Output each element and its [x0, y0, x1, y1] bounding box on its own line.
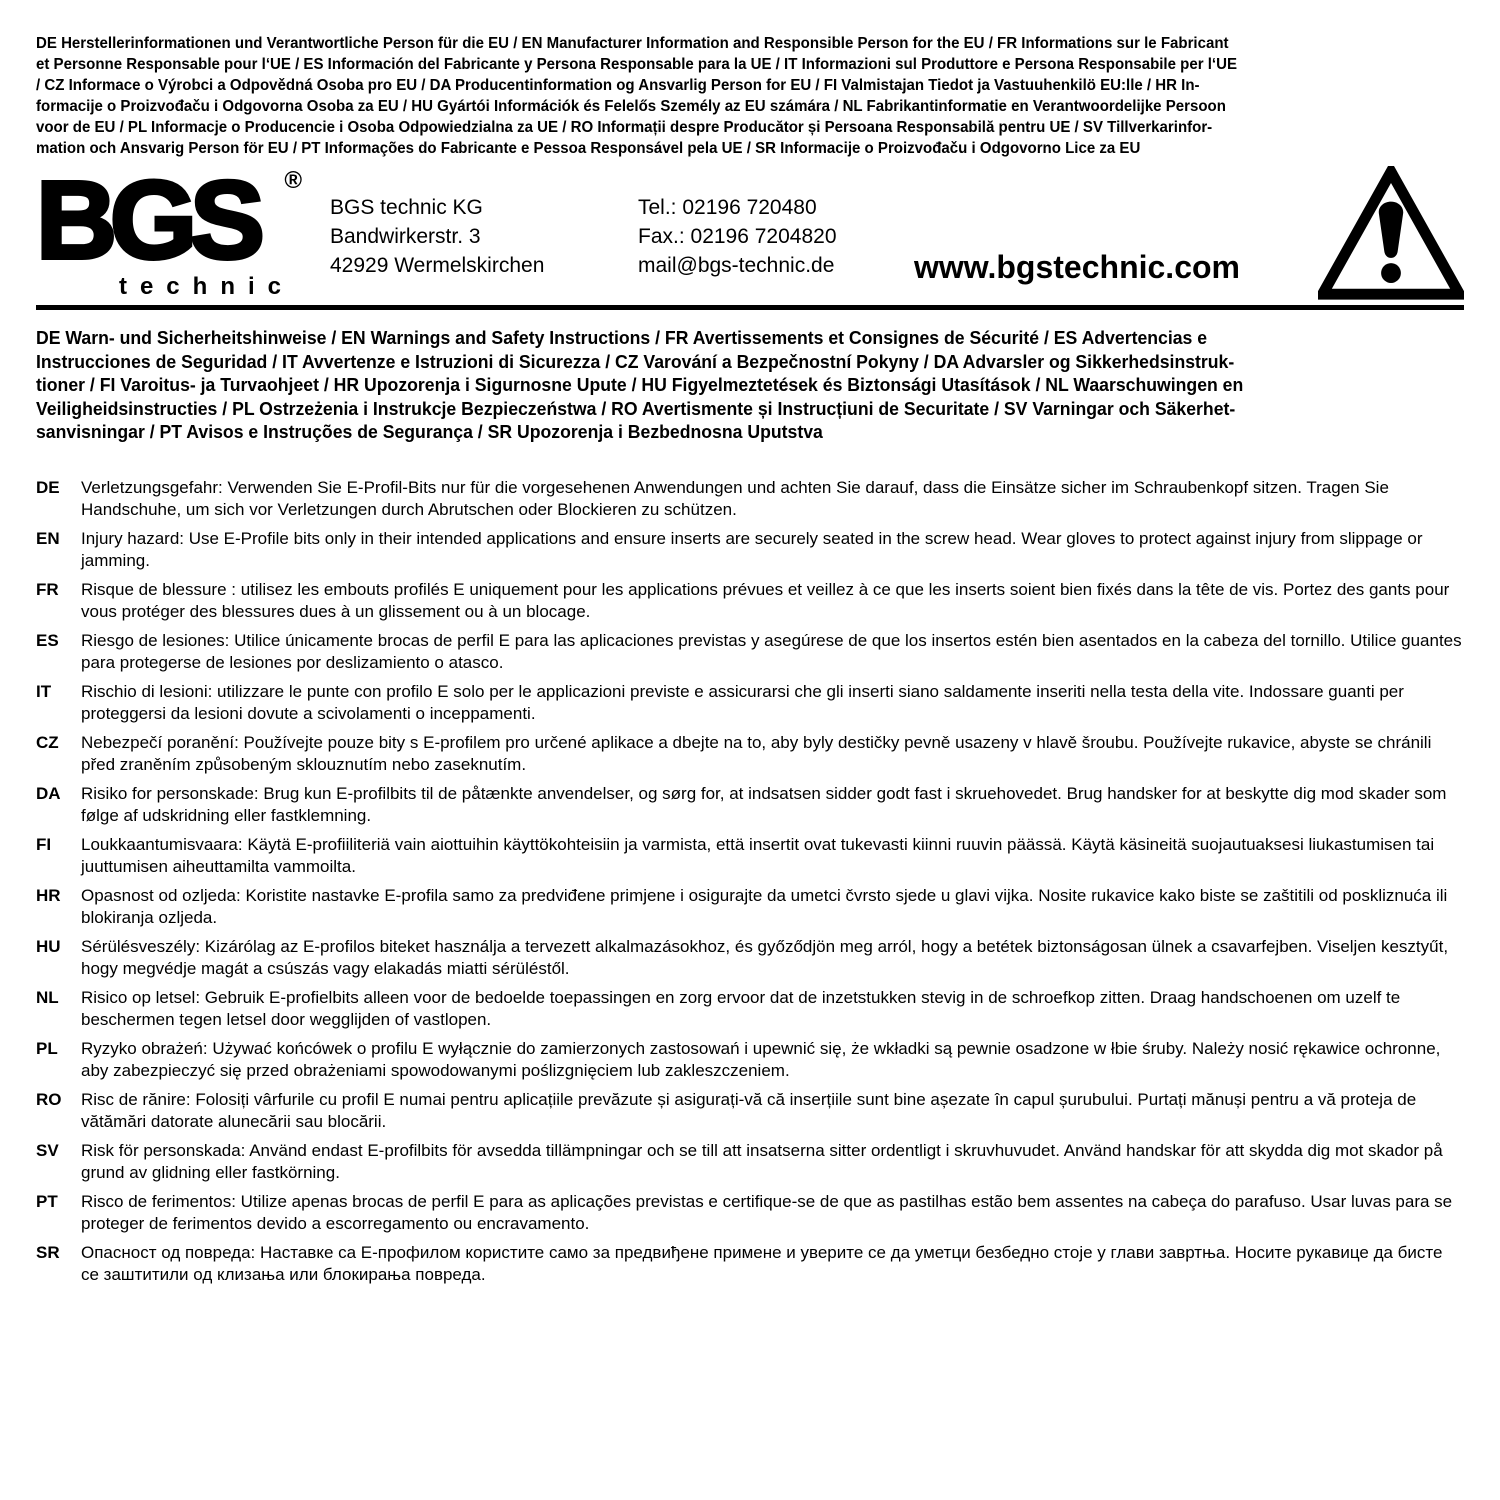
manufacturer-info-header [36, 33, 1464, 159]
header-line: DE Herstellerinformationen und Verantwortliche Person für die EU / EN Manufacturer Information and Responsible Person for the EU / FR Informations sur le Fabricant [36, 35, 1229, 52]
language-code: HR [36, 885, 61, 905]
warning-item [36, 1191, 1464, 1235]
warning-text: Nebezpečí poranění: Používejte pouze bity s E-profilem pro určené aplikace a dbejte na to, aby byly destičky pevně usazeny v hlavě šroubu. Používejte rukavice, abyste se chránili před zraněním způsobeným sklouznutím nebo zaseknutím. [81, 732, 1432, 774]
header-line: sanvisningar / PT Avisos e Instruções de Segurança / SR Upozorenja i Bezbednosna Uputstva [36, 422, 823, 442]
warning-text: Loukkaantumisvaara: Käytä E-profiiliteriä vain aiottuihin käyttökohteisiin ja varmista, että insertit ovat tukevasti kiinni ruuvin päässä. Käytä käsineitä suojautuaksesi liukastumisen tai juuttumisen aiheuttamilta vammoilta. [81, 834, 1435, 876]
company-address [330, 193, 544, 280]
warning-item [36, 477, 1464, 521]
warning-item [36, 1140, 1464, 1184]
warning-item [36, 783, 1464, 827]
header-line: voor de EU / PL Informacje o Producencie i Osoba Odpowiedzialna za UE / RO Informații despre Producător și Persoana Responsabilă pentru UE / SV Tillverkarinfor- [36, 119, 1213, 136]
warning-text: Verletzungsgefahr: Verwenden Sie E-Profil-Bits nur für die vorgesehenen Anwendungen und achten Sie darauf, dass die Einsätze sicher im Schraubenkopf sitzen. Tragen Sie Handschuhe, um sich vor Verletzungen durch Abrutschen oder Blockieren zu schützen. [81, 477, 1389, 519]
header-line: Veiligheidsinstructies / PL Ostrzeżenia i Instrukcje Bezpieczeństwa / RO Avertismente și Instrucțiuni de Securitate / SV Varningar och Säkerhet- [36, 398, 1236, 419]
language-code: DE [36, 477, 60, 497]
warning-item [36, 936, 1464, 980]
bgs-logo-subtext: technic [118, 273, 294, 300]
warning-item [36, 681, 1464, 725]
warning-item [36, 732, 1464, 776]
warning-item [36, 885, 1464, 929]
language-code: PL [36, 1038, 58, 1058]
warning-item [36, 1038, 1464, 1082]
header-line: formacije o Proizvođaču i Odgovorna Osoba za EU / HU Gyártói Információk és Felelős Személy az EU számára / NL Fabrikantinformatie en Verantwoordelijke Persoon [36, 98, 1226, 115]
email-address: mail@bgs-technic.de [638, 254, 835, 277]
warnings-header [36, 327, 1464, 445]
bgs-logo [36, 159, 302, 301]
warning-text: Опасност од повреда: Наставке са Е-профилом користите само за предвиђене примене и уверите се да уметци безбедно стоје у глави завртња. Носите рукавице да бисте се заштитили од клизања или блокирања повреда. [81, 1242, 1443, 1284]
header-line: et Personne Responsable pour l‘UE / ES Información del Fabricante y Persona Responsable para la UE / IT Informazioni sul Produttore e Persona Responsabile per l‘UE [36, 56, 1237, 73]
language-code: NL [36, 987, 59, 1007]
warning-item [36, 1089, 1464, 1133]
warning-text: Risco de ferimentos: Utilize apenas brocas de perfil E para as aplicações previstas e certifique-se de que as pastilhas estão bem assentes na cabeça do parafuso. Usar luvas para se proteger de ferimentos devido a escorregamento ou encravamento. [81, 1191, 1453, 1233]
language-code: PT [36, 1191, 58, 1211]
language-code: FR [36, 579, 59, 599]
warning-text: Injury hazard: Use E-Profile bits only in their intended applications and ensure inserts are securely seated in the screw head. Wear gloves to protect against injury from slippage or jamming. [81, 528, 1423, 570]
warning-text: Risico op letsel: Gebruik E-profielbits alleen voor de bedoelde toepassingen en zorg ervoor dat de inzetstukken stevig in de schroefkop zitten. Draag handschoenen om uzelf te beschermen tegen letsel door wegglijden of vastlopen. [81, 987, 1401, 1029]
bgs-logo-text: BGS [36, 159, 258, 282]
divider [36, 305, 1464, 310]
phone-number: Tel.: 02196 720480 [638, 196, 817, 219]
warning-item [36, 630, 1464, 674]
language-code: ES [36, 630, 59, 650]
warning-text: Risque de blessure : utilisez les embouts profilés E uniquement pour les applications prévues et veillez à ce que les inserts soient bien fixés dans la tête de vis. Portez des gants pour vous protéger des blessures dues à un glissement ou à un blocage. [81, 579, 1450, 621]
warning-item [36, 579, 1464, 623]
language-code: HU [36, 936, 61, 956]
header-line: Instrucciones de Seguridad / IT Avvertenze e Istruzioni di Sicurezza / CZ Varování a Bezpečnostní Pokyny / DA Advarsler og Sikkerhedsinstruk- [36, 351, 1235, 372]
warning-text: Ryzyko obrażeń: Używać końcówek o profilu E wyłącznie do zamierzonych zastosowań i upewnić się, że wkładki są pewnie osadzone w łbie śruby. Należy nosić rękawice ochronne, aby zabezpieczyć się przed obrażeniami spowodowanymi poślizgnięciem lub zakleszczeniem. [81, 1038, 1441, 1080]
warning-triangle-icon [1318, 166, 1464, 300]
language-code: DA [36, 783, 61, 803]
warning-item [36, 1242, 1464, 1286]
header-line: mation och Ansvarig Person för EU / PT Informações do Fabricante e Pessoa Responsável pela UE / SR Informacije o Proizvođaču i Odgovorno Lice za EU [36, 140, 1141, 157]
header-line: tioner / FI Varoitus- ja Turvaohjeet / HR Upozorenja i Sigurnosne Upute / HU Figyelmeztetések és Biztonsági Utasítások / NL Waarschuwingen en [36, 375, 1244, 395]
warnings-list [36, 477, 1464, 1286]
language-code: SR [36, 1242, 60, 1262]
warning-text: Sérülésveszély: Kizárólag az E-profilos biteket használja a tervezett alkalmazásokhoz, és győződjön meg arról, hogy a betétek biztonságosan ülnek a csavarfejben. Viseljen kesztyűt, hogy megvédje magát a csúszás vagy elakadás miatti sérüléstől. [81, 936, 1449, 978]
warning-text: Risk för personskada: Använd endast E-profilbits för avsedda tillämpningar och se till att insatserna sitter ordentligt i skruvhuvudet. Använd handskar för att skydda dig mot skador på grund av glidning eller fastkörning. [81, 1140, 1443, 1182]
registered-trademark-symbol: ® [284, 167, 302, 194]
language-code: IT [36, 681, 52, 701]
warning-text: Risiko for personskade: Brug kun E-profilbits til de påtænkte anvendelser, og sørg for, at indsatsen sidder godt fast i skruehovedet. Brug handsker for at beskytte dig mod skader som følge af udskridning eller fastklemning. [81, 783, 1447, 825]
language-code: CZ [36, 732, 59, 752]
brand-row [36, 159, 1464, 305]
company-contact [638, 193, 837, 280]
warning-item [36, 528, 1464, 572]
warning-item [36, 834, 1464, 878]
language-code: FI [36, 834, 52, 854]
header-line: / CZ Informace o Výrobci a Odpovědná Osoba pro EU / DA Producentinformation og Ansvarlig Person for EU / FI Valmistajan Tiedot ja Vastuuhenkilö EU:lle / HR In- [36, 77, 1200, 94]
fax-number: Fax.: 02196 7204820 [638, 225, 837, 248]
warning-item [36, 987, 1464, 1031]
header-line: DE Warn- und Sicherheitshinweise / EN Warnings and Safety Instructions / FR Avertissements et Consignes de Sécurité / ES Advertencias e [36, 328, 1208, 348]
warning-text: Rischio di lesioni: utilizzare le punte con profilo E solo per le applicazioni previste e assicurarsi che gli inserti siano saldamente inseriti nella testa della vite. Indossare guanti per proteggersi da lesioni dovute a scivolamenti o inceppamenti. [81, 681, 1404, 723]
company-city: 42929 Wermelskirchen [330, 254, 545, 277]
language-code: EN [36, 528, 60, 548]
website-url: www.bgstechnic.com [914, 249, 1240, 285]
language-code: SV [36, 1140, 59, 1160]
warning-text: Opasnost od ozljeda: Koristite nastavke E-profila samo za predviđene primjene i osigurajte da umetci čvrsto sjede u glavi vijka. Nosite rukavice kako biste se zaštitili od poskliznuća ili blokiranja ozljeda. [81, 885, 1448, 927]
warning-text: Riesgo de lesiones: Utilice únicamente brocas de perfil E para las aplicaciones previstas y asegúrese de que los insertos estén bien asentados en la cabeza del tornillo. Utilice guantes para protegerse de lesiones por deslizamiento o atasco. [81, 630, 1462, 672]
company-name: BGS technic KG [330, 196, 483, 219]
company-street: Bandwirkerstr. 3 [330, 225, 481, 248]
warning-text: Risc de rănire: Folosiți vârfurile cu profil E numai pentru aplicațiile prevăzute și asigurați-vă că inserțiile sunt bine așezate în capul șurubului. Purtați mănuși pentru a vă proteja de vătămări datorate alunecării sau blocării. [81, 1089, 1417, 1131]
language-code: RO [36, 1089, 62, 1109]
